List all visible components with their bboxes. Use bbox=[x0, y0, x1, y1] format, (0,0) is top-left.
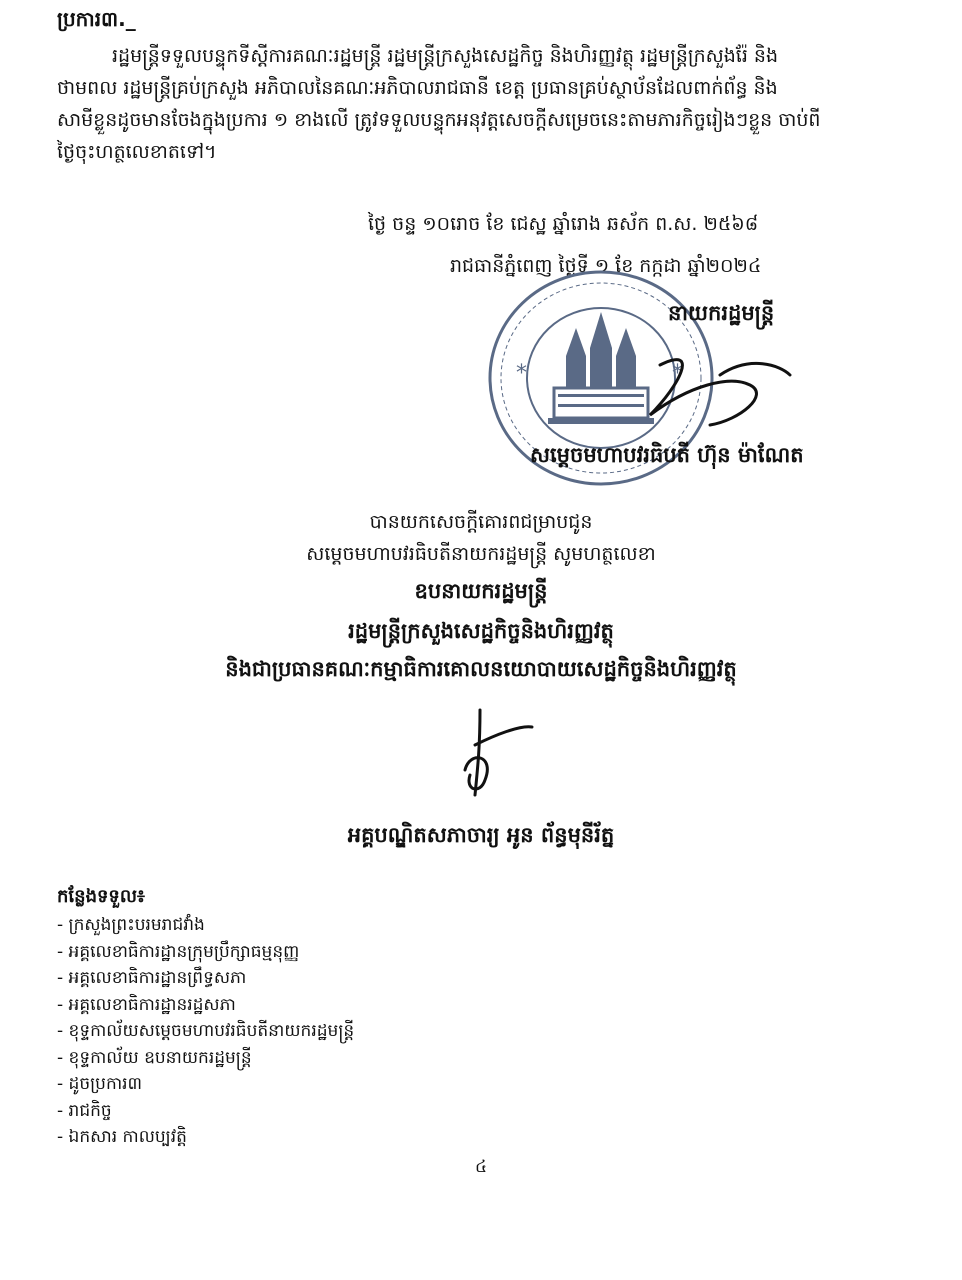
dpm-name: អគ្គបណ្ឌិតសភាចារ្យ អូន ព័ន្ធមុនីរ័ត្ន bbox=[347, 823, 615, 847]
svg-text:*: * bbox=[516, 361, 527, 386]
paragraph-line: សាមីខ្លួនដូចមានចែងក្នុងប្រការ ១ ខាងលើ ត្រូវទទួលបន្ទុកអនុវត្តសេចក្តីសម្រេចនេះតាមភារកិច្ចរៀងៗខ្លួន ចាប់ពី bbox=[57, 109, 821, 131]
dpm-title: រដ្ឋមន្ត្រីក្រសួងសេដ្ឋកិច្ចនិងហិរញ្ញវត្ថុ bbox=[348, 619, 614, 643]
list-item: - ខុទ្ទកាល័យសម្តេចមហាបវរធិបតីនាយករដ្ឋមន្ត្រី bbox=[57, 1021, 355, 1041]
pm-signature bbox=[640, 345, 800, 435]
solar-date: រាជធានីភ្នំពេញ ថ្ងៃទី ១ ខែ កក្កដា ឆ្នាំ២០២៤ bbox=[450, 255, 762, 277]
dpm-title: ឧបនាយករដ្ឋមន្ត្រី bbox=[414, 579, 548, 603]
list-item: - ដូចប្រការ៣ bbox=[57, 1074, 143, 1094]
recipients-list bbox=[57, 912, 354, 1151]
list-item: - អគ្គលេខាធិការដ្ឋានរដ្ឋសភា bbox=[57, 994, 236, 1015]
forward-line: សម្តេចមហាបវរធិបតីនាយករដ្ឋមន្ត្រី សូមហត្ថលេខា bbox=[306, 543, 656, 565]
list-item: - ខុទ្ទកាល័យ ឧបនាយករដ្ឋមន្ត្រី bbox=[57, 1047, 252, 1068]
paragraph-line: រដ្ឋមន្ត្រីទទួលបន្ទុកទីស្តីការគណៈរដ្ឋមន្ត្រី រដ្ឋមន្ត្រីក្រសួងសេដ្ឋកិច្ច និងហិរញ្ញវត្ថុ រដ្ឋមន្ត្រីក្រសួងរ៉ែ និង bbox=[112, 45, 779, 67]
pm-name: សម្តេចមហាបវរធិបតី ហ៊ុន ម៉ាណែត bbox=[530, 443, 804, 467]
svg-text:*: * bbox=[672, 361, 683, 386]
body-paragraph bbox=[57, 40, 907, 168]
list-item: - ឯកសារ កាលប្បវត្តិ bbox=[57, 1127, 187, 1147]
paragraph-line: ថ្ងៃចុះហត្ថលេខាតទៅ។ bbox=[57, 141, 217, 163]
page-number: ៤ bbox=[474, 1157, 488, 1177]
article-heading: ប្រការ៣._ bbox=[57, 7, 136, 31]
forward-line: បានយកសេចក្តីគោរពជម្រាបជូន bbox=[369, 511, 593, 533]
dpm-signature bbox=[440, 705, 540, 805]
list-item: - ក្រសួងព្រះបរមរាជវាំង bbox=[57, 915, 205, 935]
list-item: - អគ្គលេខាធិការដ្ឋានក្រុមប្រឹក្សាធម្មនុញ្ញ bbox=[57, 941, 300, 962]
dpm-title: និងជាប្រធានគណៈកម្មាធិការគោលនយោបាយសេដ្ឋកិច្ចនិងហិរញ្ញវត្ថុ bbox=[225, 657, 737, 681]
recipients-heading: កន្លែងទទួល៖ bbox=[57, 886, 145, 907]
pm-title: នាយករដ្ឋមន្ត្រី bbox=[668, 301, 775, 325]
paragraph-line: ថាមពល រដ្ឋមន្ត្រីគ្រប់ក្រសួង អភិបាលនៃគណៈអភិបាលរាជធានី ខេត្ត ប្រធានគ្រប់ស្ថាប័នដែលពាក់ព័ន្ធ និង bbox=[57, 77, 778, 99]
lunar-date: ថ្ងៃ ចន្ទ ១០រោច ខែ ជេស្ឋ ឆ្នាំរោង ឆស័ក ព.ស. ២៥៦៨ bbox=[368, 213, 759, 235]
list-item: - រាជកិច្ច bbox=[57, 1100, 112, 1121]
list-item: - អគ្គលេខាធិការដ្ឋានព្រឹទ្ធសភា bbox=[57, 968, 247, 988]
